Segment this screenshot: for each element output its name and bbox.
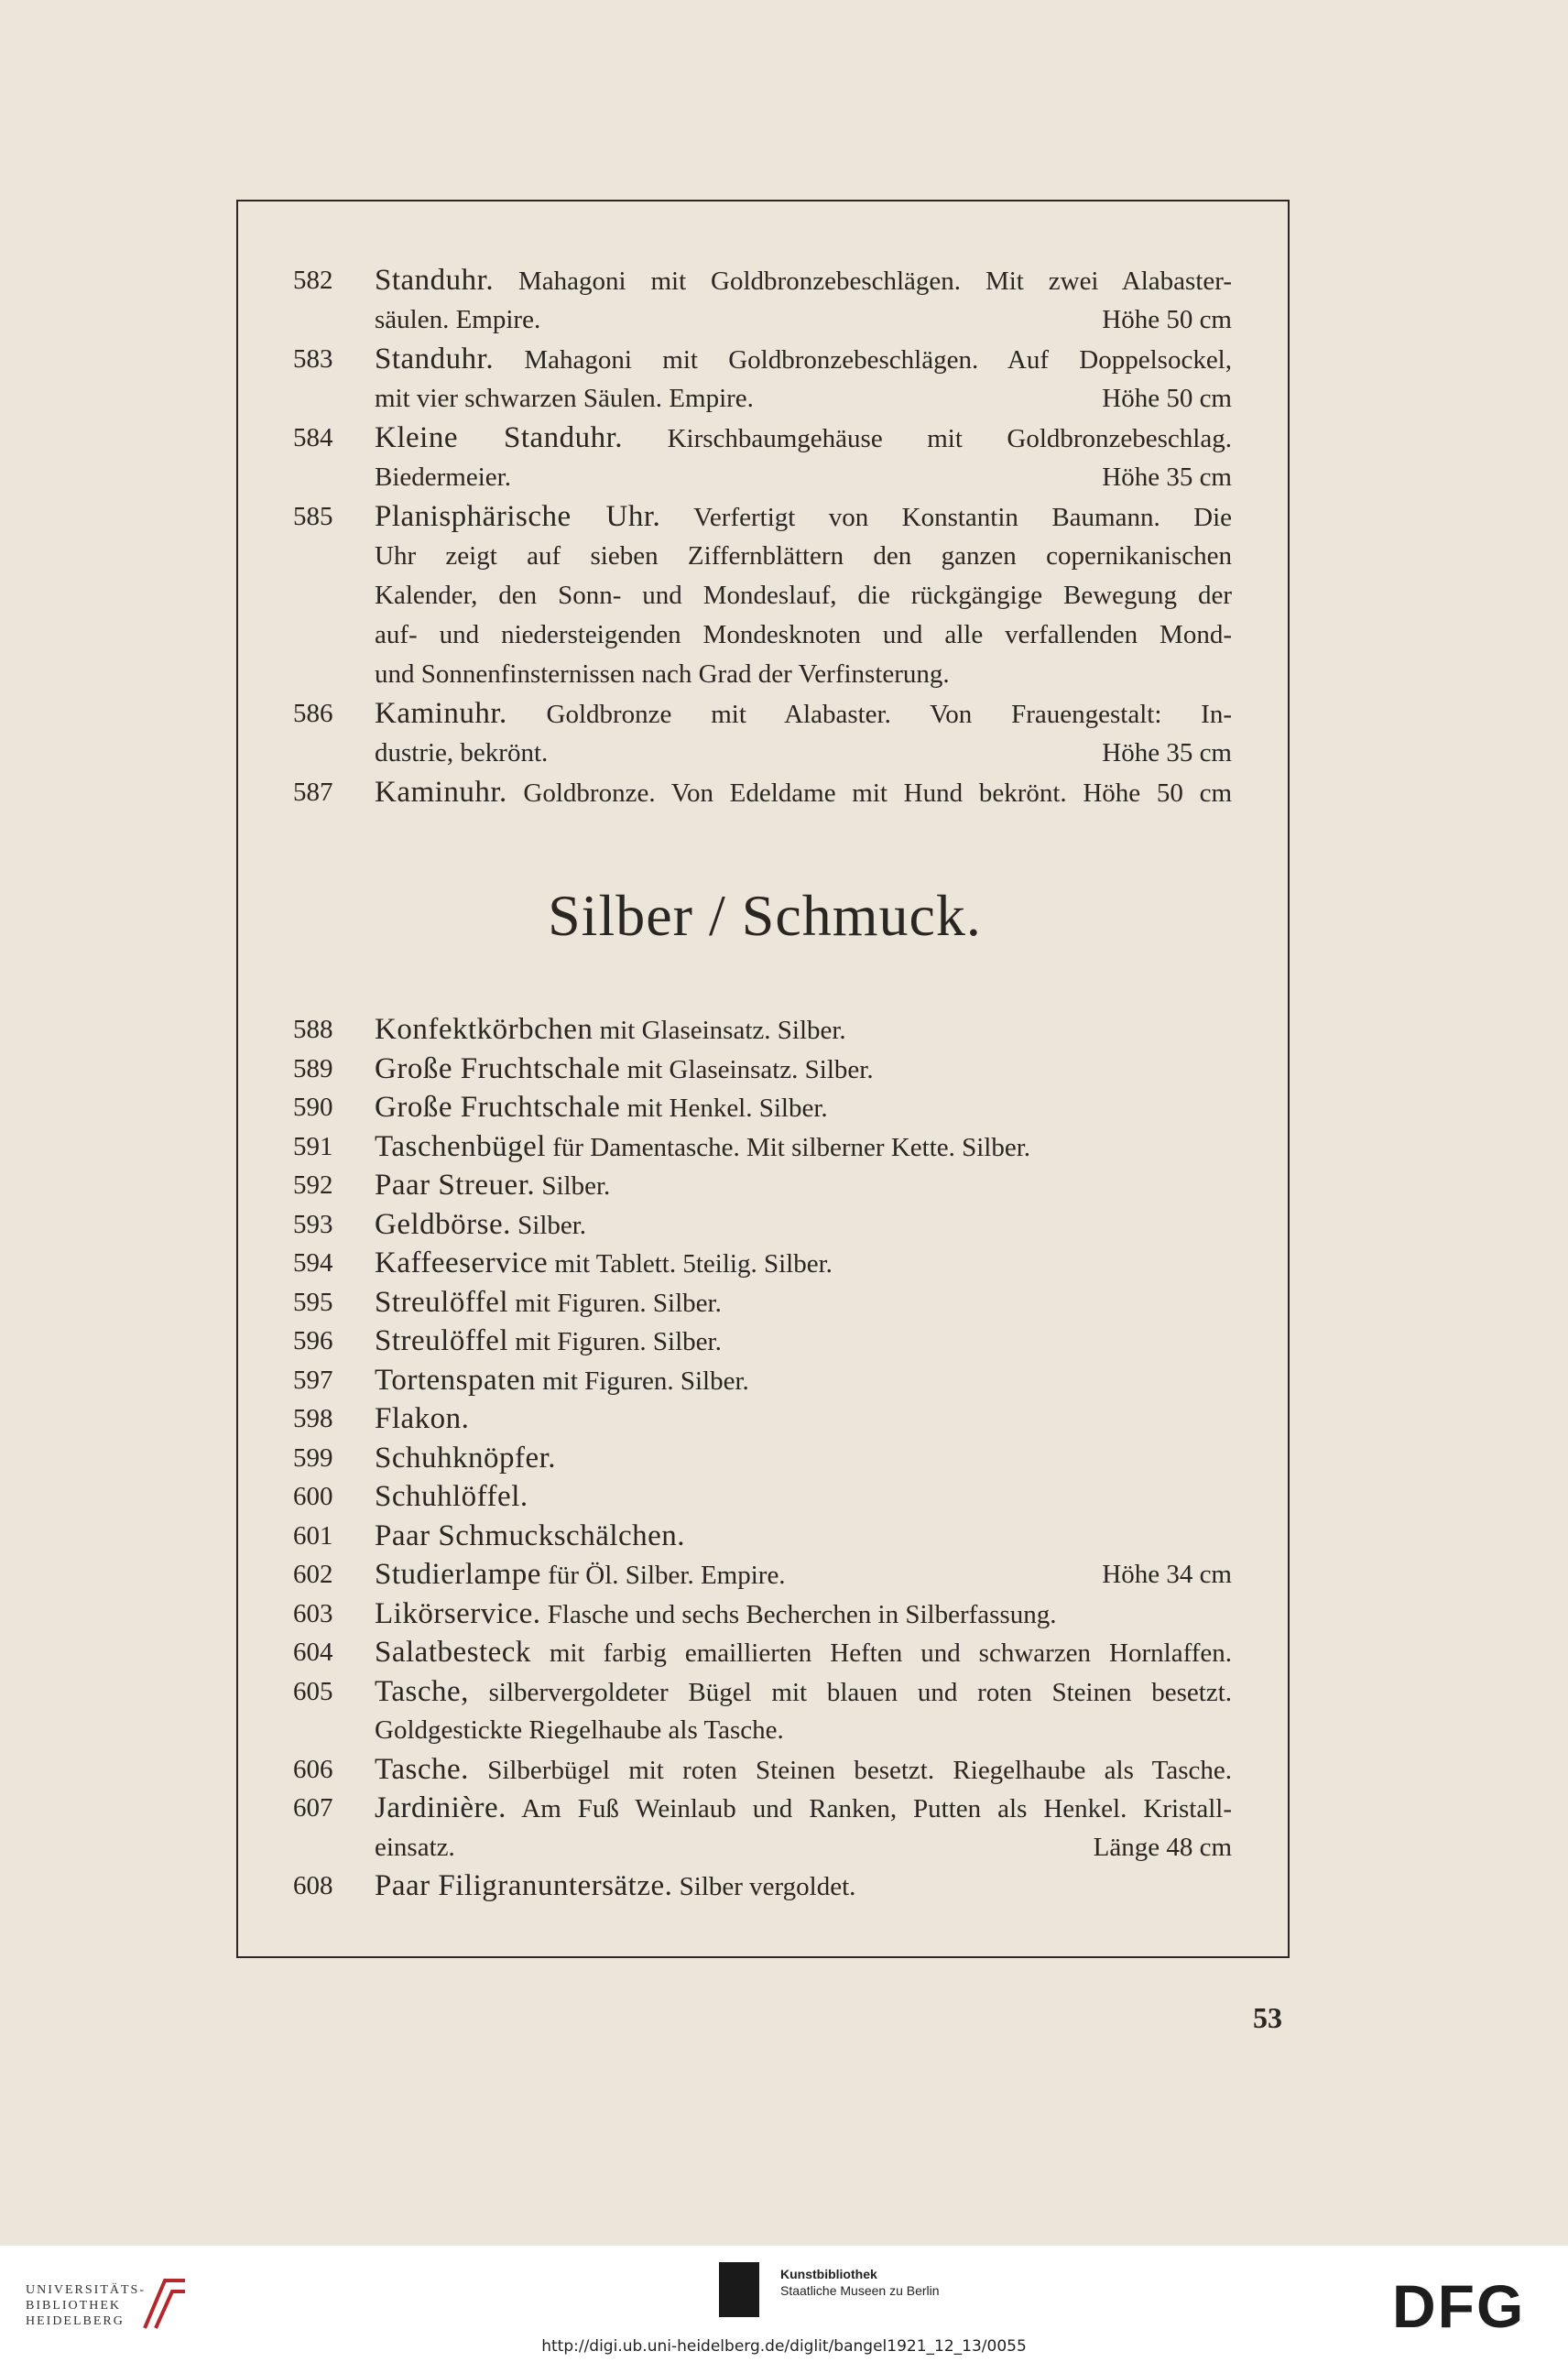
entry-line (375, 458, 1232, 496)
item-description: mit Glaseinsatz. Silber. (620, 1054, 874, 1084)
item-dimension: Höhe 35 cm (1102, 463, 1232, 492)
entry-line (375, 497, 1232, 537)
item-description: mit Tablett. 5teilig. Silber. (548, 1249, 833, 1279)
entry-line (375, 655, 1232, 693)
item-title: Kleine Standuhr. (375, 421, 624, 454)
item-description: Silber vergoldet. (672, 1872, 856, 1901)
entry-line (375, 734, 1232, 772)
entry-line (375, 1555, 1232, 1595)
entry-line (375, 1750, 1232, 1790)
lot-number: 601 (293, 1520, 333, 1551)
item-description: mit Figuren. Silber. (508, 1288, 722, 1318)
item-description: Silberbügel mit roten Steinen besetzt. Riegelhaube als Tasche. (468, 1755, 1232, 1785)
item-title: Likörservice. (375, 1596, 541, 1630)
kb-name: Kunstbibliothek (780, 2267, 877, 2281)
entry-line (375, 576, 1232, 615)
item-title: Kaminuhr. (375, 776, 507, 809)
item-description: Biedermeier. (375, 463, 511, 492)
item-description: und Sonnenfinsternissen nach Grad der Verfinsterung. (375, 659, 950, 689)
entry-line (375, 1828, 1232, 1867)
entry-line (375, 1361, 1232, 1400)
item-description: Kirschbaumgehäuse mit Goldbronzebeschlag. (623, 424, 1232, 453)
item-title: Paar Filigranuntersätze. (375, 1869, 673, 1902)
entry-line (375, 537, 1232, 575)
item-title: Planisphärische Uhr. (375, 500, 661, 533)
catalog-frame (236, 200, 1290, 1958)
item-title: Große Fruchtschale (375, 1091, 621, 1124)
lot-number: 605 (293, 1676, 333, 1706)
lot-number: 591 (293, 1131, 333, 1161)
item-description: Goldgestickte Riegelhaube als Tasche. (375, 1715, 784, 1745)
lot-number: 606 (293, 1754, 333, 1784)
entry-line (375, 300, 1232, 339)
lot-number: 590 (293, 1093, 333, 1122)
lot-number: 595 (293, 1287, 333, 1317)
item-title: Streulöffel (375, 1285, 509, 1319)
item-description: dustrie, bekrönt. (375, 738, 549, 767)
item-title: Kaminuhr. (375, 697, 507, 730)
item-description: Goldbronze. Von Edeldame mit Hund bekrönt. Höhe 50 cm (506, 778, 1232, 808)
item-description: Silber. (535, 1171, 611, 1201)
lot-number: 587 (293, 778, 333, 807)
item-title: Geldbörse. (375, 1207, 511, 1241)
item-description: mit farbig emaillierten Heften und schwarzen Hornlaffen. (530, 1638, 1232, 1668)
lot-number: 589 (293, 1053, 333, 1083)
entry-line (375, 1399, 1232, 1439)
item-description: mit Glaseinsatz. Silber. (593, 1016, 846, 1045)
item-title: Konfektkörbchen (375, 1013, 593, 1046)
lot-number: 594 (293, 1248, 333, 1278)
entry-line (375, 1050, 1232, 1089)
item-dimension: Länge 48 cm (1093, 1832, 1232, 1862)
item-title: Streulöffel (375, 1324, 509, 1357)
item-description: für Damentasche. Mit silberner Kette. Silber. (545, 1132, 1031, 1162)
item-title: Paar Schmuckschälchen. (375, 1518, 686, 1552)
item-title: Paar Streuer. (375, 1169, 536, 1202)
item-description: silbervergoldeter Bügel mit blauen und roten Steinen besetzt. (468, 1677, 1232, 1707)
item-dimension: Höhe 34 cm (1102, 1560, 1232, 1589)
entry-line (375, 1205, 1232, 1245)
entry-line (375, 1010, 1232, 1050)
item-title: Tasche. (375, 1752, 469, 1786)
item-description: mit Figuren. Silber. (535, 1366, 749, 1396)
logo-line: HEIDELBERG (26, 2314, 125, 2328)
item-description: Silber. (510, 1210, 587, 1240)
lot-number: 599 (293, 1442, 333, 1473)
digitization-footer (0, 2246, 1568, 2362)
lot-number: 602 (293, 1560, 333, 1589)
entry-line (375, 1127, 1232, 1167)
university-library-logo[interactable] (26, 2282, 146, 2329)
item-title: Standuhr. (375, 264, 495, 297)
item-title: Schuhknöpfer. (375, 1441, 557, 1475)
page-number: 53 (1253, 2001, 1282, 2034)
item-description: mit Figuren. Silber. (508, 1327, 722, 1356)
section-heading: Silber / Schmuck. (548, 883, 982, 948)
entry-line (375, 1789, 1232, 1828)
item-description: Uhr zeigt auf sieben Ziffernblättern den ganzen copernikanischen (375, 541, 1232, 571)
lot-number: 598 (293, 1404, 333, 1433)
item-title: Taschenbügel (375, 1129, 546, 1163)
entry-line (375, 379, 1232, 418)
item-description: auf- und niedersteigenden Mondesknoten und alle verfallenden Mond- (375, 620, 1232, 649)
item-description: einsatz. (375, 1832, 455, 1862)
entry-line (375, 1244, 1232, 1283)
item-title: Studierlampe (375, 1558, 541, 1591)
item-description: Goldbronze mit Alabaster. Von Frauengestalt: In- (506, 700, 1232, 729)
entry-line (375, 1867, 1232, 1906)
lot-number: 596 (293, 1326, 333, 1355)
logo-line: UNIVERSITÄTS- (26, 2283, 146, 2297)
entry-line (375, 261, 1232, 300)
item-dimension: Höhe 35 cm (1102, 738, 1232, 767)
university-logo-icon (137, 2273, 192, 2337)
entry-line (375, 1711, 1232, 1749)
entry-line (375, 1595, 1232, 1634)
lot-number: 593 (293, 1209, 333, 1239)
lot-number: 592 (293, 1170, 333, 1200)
entry-line (375, 1439, 1232, 1478)
entry-line (375, 615, 1232, 654)
lot-number: 603 (293, 1598, 333, 1628)
entry-line (375, 694, 1232, 734)
lot-number: 607 (293, 1793, 333, 1823)
item-title: Flakon. (375, 1402, 470, 1435)
item-description: Verfertigt von Konstantin Baumann. Die (660, 503, 1232, 532)
entry-line (375, 419, 1232, 458)
lot-number: 586 (293, 699, 333, 728)
permalink-url[interactable]: http://digi.ub.uni-heidelberg.de/diglit/bangel1921_12_13/0055 (541, 2337, 1027, 2356)
lot-number: 600 (293, 1482, 333, 1511)
item-description: mit Henkel. Silber. (620, 1094, 828, 1123)
item-description: mit vier schwarzen Säulen. Empire. (375, 384, 754, 413)
entry-line (375, 1322, 1232, 1361)
kunstbibliothek-label (780, 2266, 940, 2299)
entry-line (375, 1088, 1232, 1127)
item-dimension: Höhe 50 cm (1102, 384, 1232, 413)
lot-number: 604 (293, 1638, 333, 1667)
lot-number: 584 (293, 423, 333, 452)
logo-line: BIBLIOTHEK (26, 2299, 121, 2313)
entry-line (375, 1517, 1232, 1556)
entry-line (375, 1633, 1232, 1672)
entry-line (375, 1166, 1232, 1205)
item-title: Kaffeeservice (375, 1246, 549, 1279)
lot-number: 588 (293, 1015, 333, 1044)
entry-line (375, 773, 1232, 812)
entry-line (375, 340, 1232, 379)
item-description: Mahagoni mit Goldbronzebeschlägen. Auf Doppelsockel, (494, 345, 1232, 375)
item-title: Tortenspaten (375, 1363, 536, 1397)
lot-number: 585 (293, 502, 333, 531)
entry-line (375, 1477, 1232, 1517)
item-description: Kalender, den Sonn- und Mondeslauf, die rückgängige Bewegung der (375, 581, 1232, 610)
item-description: Mahagoni mit Goldbronzebeschlägen. Mit zwei Alabaster- (494, 267, 1232, 296)
lot-number: 608 (293, 1871, 333, 1900)
item-dimension: Höhe 50 cm (1102, 305, 1232, 334)
lot-number: 597 (293, 1365, 333, 1395)
entry-line (375, 1283, 1232, 1323)
kb-subtitle: Staatliche Museen zu Berlin (780, 2283, 940, 2298)
item-title: Jardinière. (375, 1791, 506, 1824)
lot-number: 583 (293, 344, 333, 374)
item-description: Am Fuß Weinlaub und Ranken, Putten als Henkel. Kristall- (506, 1794, 1232, 1823)
item-description: für Öl. Silber. Empire. (540, 1561, 786, 1590)
dfg-logo[interactable]: DFG (1392, 2272, 1526, 2340)
kunstbibliothek-logo-icon[interactable] (719, 2262, 759, 2317)
item-description: Flasche und sechs Becherchen in Silberfassung. (540, 1599, 1057, 1629)
item-title: Standuhr. (375, 343, 495, 376)
item-description: säulen. Empire. (375, 305, 541, 334)
item-title: Große Fruchtschale (375, 1051, 621, 1085)
lot-number: 582 (293, 266, 333, 295)
entry-line (375, 1672, 1232, 1712)
item-title: Tasche, (375, 1674, 469, 1708)
item-title: Salatbesteck (375, 1636, 531, 1669)
item-title: Schuhlöffel. (375, 1480, 528, 1513)
